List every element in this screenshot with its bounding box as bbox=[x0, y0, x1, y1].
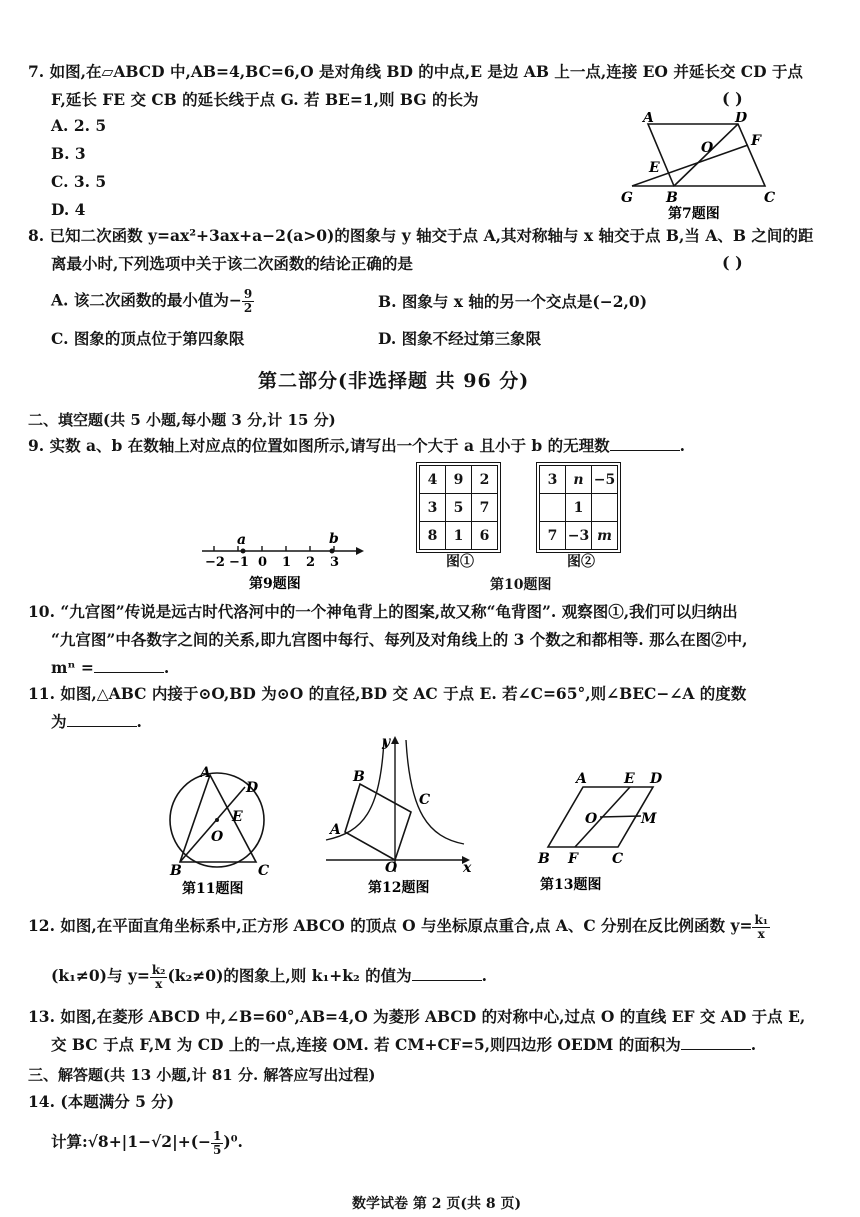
grid-cell: 2 bbox=[472, 466, 498, 494]
grid2-caption: 图② bbox=[567, 554, 595, 570]
center-dot bbox=[215, 818, 219, 822]
label-b: B bbox=[353, 769, 365, 785]
grid-cell: −5 bbox=[592, 466, 618, 494]
q8-option-a: A. 该二次函数的最小值为− $\frac{9}{2}$ bbox=[51, 287, 253, 315]
grid-cell bbox=[540, 494, 566, 522]
q11-line2: 为 . bbox=[51, 712, 142, 731]
label-o: O bbox=[385, 860, 398, 876]
label-y: y bbox=[382, 734, 391, 750]
magic-square-grid-1 bbox=[419, 465, 498, 550]
tick-label: 0 bbox=[258, 555, 268, 570]
grid-cell: n bbox=[566, 466, 592, 494]
q12-line2: (k₁≠0)与 y= $\frac{\text{k₂}}{x}$ (k₂≠0)的图象上,则 k₁+k₂ 的值为 . bbox=[51, 962, 488, 991]
q7-line1: 7. 如图,在▱ABCD 中,AB=4,BC=6,O 是对角线 BD 的中点,E 是边 AB 上一点,连接 EO 并延长交 CD 于点 bbox=[28, 62, 803, 81]
q10-answer-blank[interactable] bbox=[94, 656, 164, 673]
q12-coordinate-figure bbox=[318, 732, 478, 897]
q11-answer-blank[interactable] bbox=[67, 710, 137, 727]
q7-option-b: B. 3 bbox=[51, 144, 86, 163]
label-c: C bbox=[612, 851, 624, 867]
grid-cell: 7 bbox=[472, 494, 498, 522]
label-m: M bbox=[641, 811, 657, 827]
label-a: A bbox=[200, 765, 211, 781]
grid-cell: 6 bbox=[472, 522, 498, 550]
q14-calc: 计算:√8+|1−√2|+(− $\frac{1}{5}$ )⁰. bbox=[51, 1128, 243, 1157]
grid-cell: 8 bbox=[420, 522, 446, 550]
label-g: G bbox=[621, 190, 633, 206]
q8-option-a-fraction: $\frac{9}{2}$ bbox=[243, 287, 253, 315]
grid-cell bbox=[592, 494, 618, 522]
q12-line1: 12. 如图,在平面直角坐标系中,正方形 ABCO 的顶点 O 与坐标原点重合,点 A、C 分别在反比例函数 y= $\frac{\text{k₁}}{x}$ bbox=[28, 912, 769, 941]
grid-cell: 1 bbox=[446, 522, 472, 550]
tick-label: 3 bbox=[330, 555, 340, 570]
q8-option-d: D. 图象不经过第三象限 bbox=[378, 329, 542, 348]
point-a-label: a bbox=[237, 532, 247, 548]
q9-figure-caption: 第9题图 bbox=[249, 576, 301, 592]
point-a-dot bbox=[241, 549, 246, 554]
q11-circle-figure bbox=[160, 765, 280, 897]
q9-answer-blank[interactable] bbox=[610, 434, 680, 451]
label-d: D bbox=[650, 771, 663, 787]
q9-number-line-figure bbox=[196, 530, 366, 592]
q10-line1: 10. “九宫图”传说是远古时代洛河中的一个神龟背上的图案,故又称“龟背图”. 观察图①,我们可以归纳出 bbox=[28, 602, 738, 621]
arrow-up-icon bbox=[391, 736, 399, 744]
grid-cell: 4 bbox=[420, 466, 446, 494]
square-abco bbox=[345, 784, 411, 860]
label-c: C bbox=[258, 863, 270, 879]
q8-line1: 8. 已知二次函数 y=ax²+3ax+a−2(a>0)的图象与 y 轴交于点 A,其对称轴与 x 轴交于点 B,当 A、B 之间的距 bbox=[28, 226, 814, 245]
q12-fraction-1: $\frac{\text{k₁}}{x}$ bbox=[754, 912, 769, 941]
label-b: B bbox=[538, 851, 550, 867]
label-e: E bbox=[624, 771, 635, 787]
q7-option-d: D. 4 bbox=[51, 200, 86, 219]
point-b-dot bbox=[330, 549, 335, 554]
q10-line3: mⁿ = . bbox=[51, 658, 170, 677]
section2-heading: 二、填空题(共 5 小题,每小题 3 分,计 15 分) bbox=[28, 411, 336, 429]
label-d: D bbox=[246, 780, 259, 796]
segment-om bbox=[600, 816, 641, 817]
q12-figure-caption: 第12题图 bbox=[368, 880, 430, 896]
label-e: E bbox=[649, 160, 660, 176]
magic-square-grid-2 bbox=[539, 465, 618, 550]
grid-cell: 7 bbox=[540, 522, 566, 550]
label-o: O bbox=[585, 811, 598, 827]
q7-figure-caption: 第7题图 bbox=[668, 206, 720, 222]
grid-cell: −3 bbox=[566, 522, 592, 550]
grid-cell: m bbox=[592, 522, 618, 550]
label-a: A bbox=[643, 112, 654, 126]
label-c: C bbox=[419, 792, 431, 808]
grid-cell: 9 bbox=[446, 466, 472, 494]
q7-line2: F,延长 FE 交 CB 的延长线于点 G. 若 BE=1,则 BG 的长为 bbox=[51, 90, 479, 109]
label-c: C bbox=[764, 190, 776, 206]
tick-label: −1 bbox=[229, 555, 249, 570]
tick-label: 1 bbox=[282, 555, 292, 570]
grid-cell: 3 bbox=[540, 466, 566, 494]
grid2-frame bbox=[536, 462, 621, 553]
label-a: A bbox=[330, 822, 341, 838]
grid-cell: 3 bbox=[420, 494, 446, 522]
q10-figure-caption: 第10题图 bbox=[490, 577, 552, 593]
q7-option-a: A. 2. 5 bbox=[51, 116, 107, 135]
tick-label: −2 bbox=[205, 555, 225, 570]
q11-line1: 11. 如图,△ABC 内接于⊙O,BD 为⊙O 的直径,BD 交 AC 于点 E. 若∠C=65°,则∠BEC−∠A 的度数 bbox=[28, 684, 747, 703]
q14-header: 14. (本题满分 5 分) bbox=[28, 1092, 175, 1111]
section3-heading: 三、解答题(共 13 小题,计 81 分. 解答应写出过程) bbox=[28, 1066, 376, 1084]
q8-option-c: C. 图象的顶点位于第四象限 bbox=[51, 329, 245, 348]
q13-line1: 13. 如图,在菱形 ABCD 中,∠B=60°,AB=4,O 为菱形 ABCD 的对称中心,过点 O 的直线 EF 交 AD 于点 E, bbox=[28, 1007, 806, 1026]
label-b: B bbox=[666, 190, 678, 206]
q13-figure-caption: 第13题图 bbox=[540, 877, 602, 893]
q9-text: 9. 实数 a、b 在数轴上对应点的位置如图所示,请写出一个大于 a 且小于 b 的无理数 . bbox=[28, 436, 686, 455]
curve-k2 bbox=[406, 740, 464, 844]
label-x: x bbox=[463, 860, 472, 876]
page-footer: 数学试卷 第 2 页(共 8 页) bbox=[352, 1196, 522, 1212]
label-a: A bbox=[576, 771, 587, 787]
q8-answer-paren: ( ) bbox=[722, 253, 743, 272]
q12-fraction-2: $\frac{\text{k₂}}{x}$ bbox=[151, 962, 166, 991]
grid1-frame bbox=[416, 462, 501, 553]
q13-answer-blank[interactable] bbox=[681, 1033, 751, 1050]
label-e: E bbox=[232, 809, 243, 825]
q8-line2: 离最小时,下列选项中关于该二次函数的结论正确的是 bbox=[51, 254, 413, 273]
grid-cell: 1 bbox=[566, 494, 592, 522]
label-d: D bbox=[735, 112, 748, 126]
q8-option-b: B. 图象与 x 轴的另一个交点是(−2,0) bbox=[378, 292, 648, 311]
q14-fraction: $\frac{1}{5}$ bbox=[213, 1128, 222, 1157]
q7-parallelogram-figure bbox=[612, 112, 792, 224]
q13-rhombus-figure bbox=[530, 765, 680, 897]
label-o: O bbox=[211, 829, 224, 845]
tick-label: 2 bbox=[306, 555, 316, 570]
grid1-caption: 图① bbox=[446, 554, 474, 570]
label-f: F bbox=[751, 133, 761, 149]
point-b-label: b bbox=[329, 531, 339, 547]
label-b: B bbox=[170, 863, 182, 879]
arrow-right-icon bbox=[356, 547, 364, 555]
part2-title: 第二部分(非选择题 共 96 分) bbox=[258, 370, 530, 392]
q7-answer-paren: ( ) bbox=[722, 89, 743, 108]
grid-cell: 5 bbox=[446, 494, 472, 522]
q12-answer-blank[interactable] bbox=[412, 964, 482, 981]
q13-line2: 交 BC 于点 F,M 为 CD 上的一点,连接 OM. 若 CM+CF=5,则四边形 OEDM 的面积为 . bbox=[51, 1035, 757, 1054]
label-f: F bbox=[568, 851, 578, 867]
label-o: O bbox=[701, 140, 714, 156]
q10-line2: “九宫图”中各数字之间的关系,即九宫图中每行、每列及对角线上的 3 个数之和都相等. 那么在图②中, bbox=[51, 630, 748, 649]
q7-option-c: C. 3. 5 bbox=[51, 172, 107, 191]
q11-figure-caption: 第11题图 bbox=[182, 881, 244, 897]
